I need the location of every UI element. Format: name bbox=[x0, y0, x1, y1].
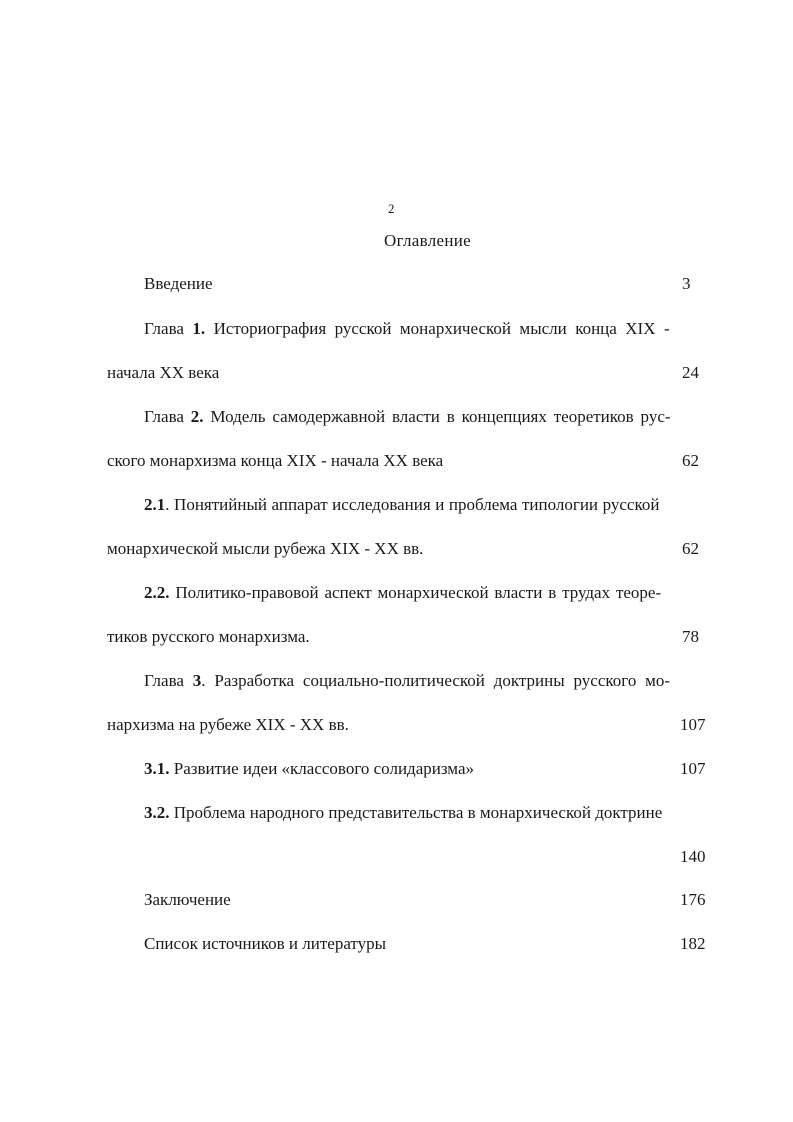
page-title: Оглавление bbox=[384, 231, 471, 250]
toc-ch3-num: 3 bbox=[192, 671, 202, 690]
toc-s31-text1: Развитие идеи «классового солидаризма» bbox=[169, 759, 474, 778]
toc-ch1-line2: начала XX века bbox=[107, 363, 220, 382]
toc-intro-page: 3 bbox=[682, 274, 691, 293]
toc-ch2-text1: Модель самодержавной власти в концепциях теоретиков рус- bbox=[203, 407, 671, 426]
toc-ch2-page: 62 bbox=[682, 451, 699, 470]
toc-sources-page: 182 bbox=[680, 934, 706, 953]
toc-ch3-prefix: Глава bbox=[144, 671, 193, 690]
toc-s32-num: 3.2. bbox=[144, 803, 170, 822]
toc-s22-line2: тиков русского монархизма. bbox=[107, 627, 310, 646]
toc-sources-label: Список источников и литературы bbox=[144, 934, 387, 953]
toc-ch1-text1: Историография русской монархической мысли конца XIX - bbox=[205, 319, 670, 338]
toc-s21-line1 bbox=[144, 494, 659, 516]
toc-s31-page: 107 bbox=[680, 759, 706, 778]
toc-ch2-line1 bbox=[144, 406, 671, 428]
toc-s21-num: 2.1 bbox=[144, 495, 166, 514]
toc-s21-text1: . Понятийный аппарат исследования и проблема типологии русской bbox=[165, 495, 660, 514]
toc-ch3-page: 107 bbox=[680, 715, 706, 734]
toc-s32-line1 bbox=[144, 802, 662, 824]
toc-s22-text1: Политико-правовой аспект монархической власти в трудах теоре- bbox=[169, 583, 662, 602]
toc-s22-line1 bbox=[144, 582, 661, 604]
toc-s21-line2: монархической мысли рубежа XIX - XX вв. bbox=[107, 539, 424, 558]
toc-ch1-page: 24 bbox=[682, 363, 699, 382]
toc-s32-page: 140 bbox=[680, 847, 706, 866]
toc-conclusion-label: Заключение bbox=[144, 890, 231, 909]
toc-conclusion-page: 176 bbox=[680, 890, 706, 909]
page-number: 2 bbox=[388, 201, 395, 216]
toc-s32-text1: Проблема народного представительства в монархической доктрине bbox=[169, 803, 663, 822]
toc-s31-line1 bbox=[144, 758, 474, 780]
toc-ch2-line2: ского монархизма конца XIX - начала XX века bbox=[107, 451, 444, 470]
toc-ch1-num: 1. bbox=[192, 319, 206, 338]
toc-s21-page: 62 bbox=[682, 539, 699, 558]
toc-ch3-text1: . Разработка социально-политической доктрины русского мо- bbox=[201, 671, 671, 690]
toc-s22-page: 78 bbox=[682, 627, 699, 646]
toc-ch2-prefix: Глава bbox=[144, 407, 191, 426]
toc-intro-label: Введение bbox=[144, 274, 213, 293]
toc-ch3-line1 bbox=[144, 670, 670, 692]
toc-s31-num: 3.1. bbox=[144, 759, 170, 778]
toc-ch2-num: 2. bbox=[190, 407, 204, 426]
toc-ch1-line1 bbox=[144, 318, 722, 340]
toc-ch1-prefix: Глава bbox=[144, 319, 193, 338]
toc-s22-num: 2.2. bbox=[144, 583, 170, 602]
toc-ch3-line2: нархизма на рубеже XIX - XX вв. bbox=[107, 715, 349, 734]
